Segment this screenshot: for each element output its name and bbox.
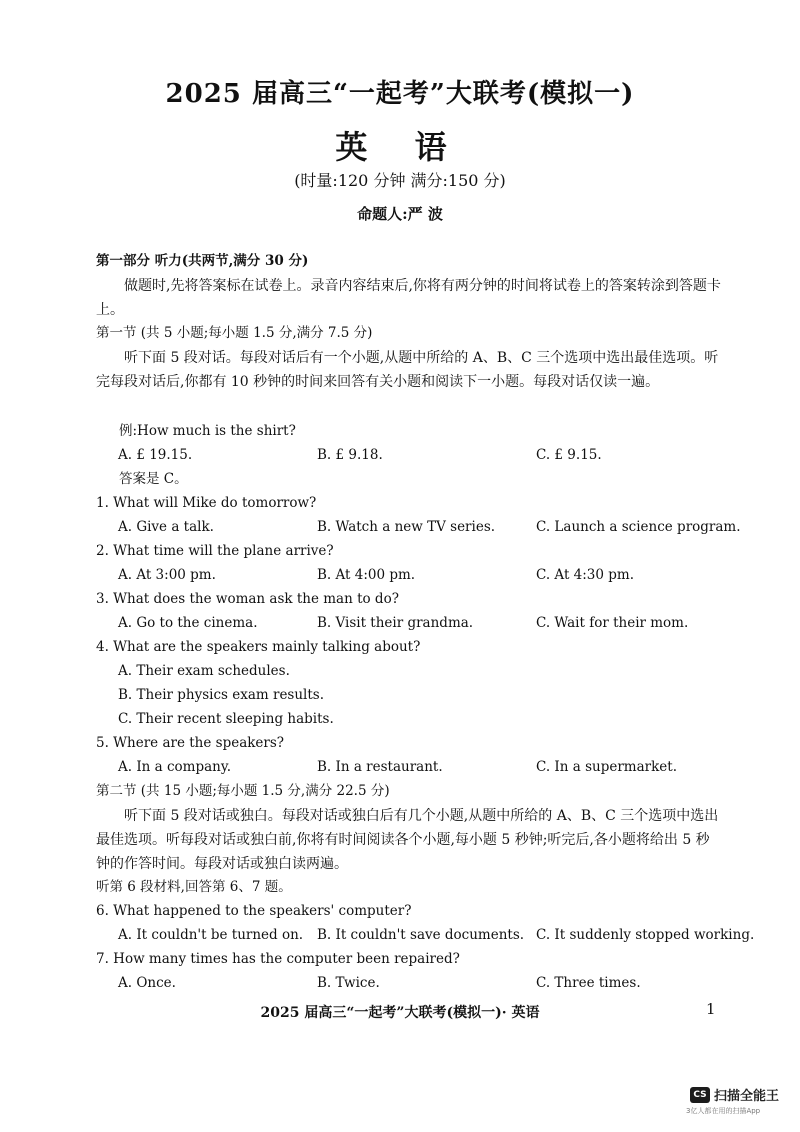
page-number: 1: [706, 1000, 716, 1018]
exam-info: (时量:120 分钟 满分:150 分): [294, 171, 506, 190]
q2-option-c: C. At 4:30 pm.: [536, 567, 635, 583]
q2-option-a: A. At 3:00 pm.: [118, 567, 216, 583]
q1-option-b: B. Watch a new TV series.: [317, 519, 496, 535]
q7-option-a: A. Once.: [118, 975, 176, 991]
q4-option-c: C. Their recent sleeping habits.: [118, 711, 334, 727]
section2-heading: 第二节 (共 15 小题;每小题 1.5 分,满分 22.5 分): [96, 783, 390, 799]
question-4: 4. What are the speakers mainly talking about?: [96, 639, 421, 655]
q5-option-c: C. In a supermarket.: [536, 759, 677, 775]
q4-option-b: B. Their physics exam results.: [118, 687, 325, 703]
q4-option-a: A. Their exam schedules.: [118, 663, 290, 679]
q3-option-b: B. Visit their grandma.: [317, 615, 474, 631]
example-option-c: C. £ 9.15.: [536, 447, 602, 463]
q3-option-c: C. Wait for their mom.: [536, 615, 689, 631]
subject-title: 英 语: [335, 128, 465, 166]
question-3: 3. What does the woman ask the man to do?: [96, 591, 399, 607]
exam-title: 2025 届高三“一起考”大联考(模拟一): [165, 79, 635, 109]
q5-option-b: B. In a restaurant.: [317, 759, 443, 775]
question-5: 5. Where are the speakers?: [96, 735, 285, 751]
q7-option-c: C. Three times.: [536, 975, 641, 991]
q1-option-a: A. Give a talk.: [118, 519, 214, 535]
question-1: 1. What will Mike do tomorrow?: [96, 495, 317, 511]
q5-option-a: A. In a company.: [118, 759, 231, 775]
part1-heading: 第一部分 听力(共两节,满分 30 分): [96, 253, 309, 269]
watermark-name: 扫描全能王: [714, 1089, 780, 1104]
example-option-a: A. £ 19.15.: [118, 447, 193, 463]
q3-option-a: A. Go to the cinema.: [118, 615, 258, 631]
example-answer: 答案是 C。: [119, 471, 188, 487]
q7-option-b: B. Twice.: [317, 975, 380, 991]
page-footer: 2025 届高三“一起考”大联考(模拟一)· 英语: [260, 1005, 540, 1021]
section2-material: 听第 6 段材料,回答第 6、7 题。: [96, 879, 292, 895]
question-6: 6. What happened to the speakers' computer?: [96, 903, 412, 919]
watermark-tagline: 3亿人都在用的扫描App: [686, 1107, 761, 1115]
question-2: 2. What time will the plane arrive?: [96, 543, 334, 559]
exam-author: 命题人:严 波: [357, 205, 443, 223]
q6-option-c: C. It suddenly stopped working.: [536, 927, 755, 943]
example-question: 例:How much is the shirt?: [119, 423, 296, 439]
section2-instruction: 听下面 5 段对话或独白。每段对话或独白后有几个小题,从题中所给的 A、B、C 三个选项中选出最佳选项。听每段对话或独白前,你将有时间阅读各个小题,每小题 5 秒钟;听完后,各小题将给出 5 秒钟的作答时间。每段对话或独白读两遍。: [96, 808, 719, 872]
question-7: 7. How many times has the computer been repaired?: [96, 951, 460, 967]
q2-option-b: B. At 4:00 pm.: [317, 567, 416, 583]
section1-instruction: 听下面 5 段对话。每段对话后有一个小题,从题中所给的 A、B、C 三个选项中选出最佳选项。听完每段对话后,你都有 10 秒钟的时间来回答有关小题和阅读下一小题。每段对话仅读一遍。: [96, 350, 719, 390]
q6-option-a: A. It couldn't be turned on.: [118, 927, 304, 943]
example-option-b: B. £ 9.18.: [317, 447, 383, 463]
section1-heading: 第一节 (共 5 小题;每小题 1.5 分,满分 7.5 分): [96, 325, 373, 341]
part1-instruction: 做题时,先将答案标在试卷上。录音内容结束后,你将有两分钟的时间将试卷上的答案转涂到答题卡上。: [96, 278, 721, 318]
q6-option-b: B. It couldn't save documents.: [317, 927, 525, 943]
camscanner-logo-icon: CS: [690, 1087, 710, 1103]
q1-option-c: C. Launch a science program.: [536, 519, 741, 535]
scanner-watermark: [690, 1085, 779, 1104]
